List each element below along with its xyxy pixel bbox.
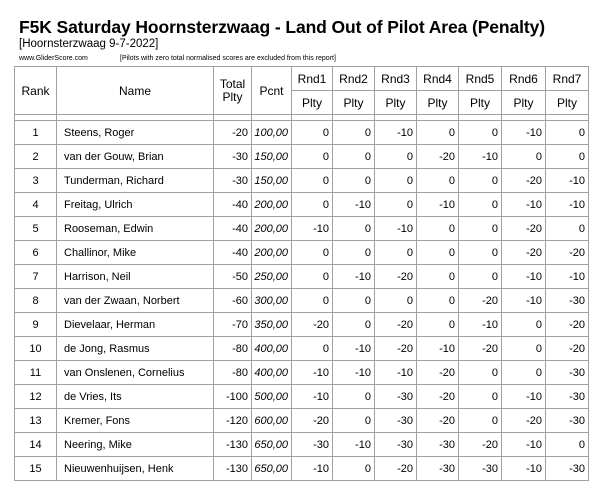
rnd7-penalty-cell: -10 <box>546 169 589 193</box>
rnd2-penalty-cell: -10 <box>333 337 375 361</box>
rank-cell: 15 <box>15 457 57 481</box>
rnd6-penalty-cell: 0 <box>502 145 546 169</box>
rnd2-penalty-cell: -10 <box>333 265 375 289</box>
rnd3-penalty-cell: -20 <box>375 265 417 289</box>
rnd3-penalty-cell: -10 <box>375 361 417 385</box>
table-row <box>15 409 589 433</box>
rnd4-penalty-cell: 0 <box>417 169 459 193</box>
rnd7-penalty-cell: -30 <box>546 457 589 481</box>
rnd5-penalty-cell: 0 <box>459 361 502 385</box>
table-row <box>15 289 589 313</box>
rnd6-penalty-cell: -20 <box>502 217 546 241</box>
percent-cell: 150,00 <box>252 145 292 169</box>
rnd4-penalty-cell: 0 <box>417 313 459 337</box>
name-cell: van der Gouw, Brian <box>57 145 214 169</box>
percent-cell: 600,00 <box>252 409 292 433</box>
rnd2-penalty-cell: 0 <box>333 409 375 433</box>
rnd7-penalty-cell: 0 <box>546 145 589 169</box>
rank-cell: 13 <box>15 409 57 433</box>
rnd7-penalty-cell: 0 <box>546 433 589 457</box>
rnd7-penalty-cell: -30 <box>546 409 589 433</box>
rnd3-penalty-cell: -10 <box>375 217 417 241</box>
rnd5-penalty-cell: 0 <box>459 193 502 217</box>
rnd6-penalty-cell: -10 <box>502 457 546 481</box>
rnd4-penalty-cell: -10 <box>417 337 459 361</box>
total-penalty-cell: -100 <box>214 385 252 409</box>
rnd6-penalty-cell: -10 <box>502 385 546 409</box>
rnd6-penalty-cell: 0 <box>502 313 546 337</box>
table-row <box>15 337 589 361</box>
total-penalty-cell: -50 <box>214 265 252 289</box>
percent-cell: 200,00 <box>252 217 292 241</box>
percent-cell: 650,00 <box>252 457 292 481</box>
rnd2-penalty-cell: 0 <box>333 457 375 481</box>
rnd2-penalty-cell: 0 <box>333 145 375 169</box>
rnd1-penalty-cell: 0 <box>292 337 333 361</box>
rnd2-penalty-cell: -10 <box>333 193 375 217</box>
rank-cell: 4 <box>15 193 57 217</box>
rnd7-penalty-cell: 0 <box>546 121 589 145</box>
rnd5-penalty-cell: -10 <box>459 145 502 169</box>
total-penalty-cell: -80 <box>214 361 252 385</box>
rnd4-penalty-cell: 0 <box>417 289 459 313</box>
rnd3-penalty-cell: -30 <box>375 409 417 433</box>
rnd3-penalty-cell: -10 <box>375 121 417 145</box>
name-cell: de Jong, Rasmus <box>57 337 214 361</box>
rnd1-penalty-cell: 0 <box>292 289 333 313</box>
percent-cell: 100,00 <box>252 121 292 145</box>
rnd3-penalty-cell: 0 <box>375 289 417 313</box>
site-link[interactable]: www.GliderScore.com <box>19 55 88 62</box>
table-row <box>15 361 589 385</box>
rnd3-penalty-cell: -20 <box>375 313 417 337</box>
rnd5-penalty-cell: -30 <box>459 457 502 481</box>
rnd7-penalty-cell: -30 <box>546 289 589 313</box>
percent-cell: 400,00 <box>252 361 292 385</box>
rnd3-penalty-cell: -20 <box>375 337 417 361</box>
name-cell: Harrison, Neil <box>57 265 214 289</box>
rnd4-penalty-cell: -20 <box>417 145 459 169</box>
rnd3-penalty-cell: 0 <box>375 169 417 193</box>
name-cell: Rooseman, Edwin <box>57 217 214 241</box>
name-cell: Kremer, Fons <box>57 409 214 433</box>
rnd5-penalty-cell: -20 <box>459 289 502 313</box>
rnd4-penalty-cell: 0 <box>417 241 459 265</box>
header-pcnt: Pcnt <box>252 67 292 115</box>
rnd5-penalty-cell: -10 <box>459 313 502 337</box>
rnd5-penalty-cell: -20 <box>459 337 502 361</box>
total-penalty-cell: -120 <box>214 409 252 433</box>
total-penalty-cell: -20 <box>214 121 252 145</box>
total-penalty-cell: -40 <box>214 217 252 241</box>
rnd1-penalty-cell: -10 <box>292 385 333 409</box>
rnd5-penalty-cell: 0 <box>459 385 502 409</box>
rnd4-penalty-cell: 0 <box>417 217 459 241</box>
rnd2-penalty-cell: -10 <box>333 361 375 385</box>
rnd1-penalty-cell: -20 <box>292 409 333 433</box>
percent-cell: 500,00 <box>252 385 292 409</box>
rnd1-penalty-cell: -10 <box>292 457 333 481</box>
header-plty-rnd4: Plty <box>417 91 459 115</box>
percent-cell: 250,00 <box>252 265 292 289</box>
name-cell: Neering, Mike <box>57 433 214 457</box>
rank-cell: 2 <box>15 145 57 169</box>
rnd1-penalty-cell: -10 <box>292 361 333 385</box>
rank-cell: 11 <box>15 361 57 385</box>
rnd1-penalty-cell: -30 <box>292 433 333 457</box>
total-penalty-cell: -30 <box>214 169 252 193</box>
rnd6-penalty-cell: 0 <box>502 361 546 385</box>
total-penalty-cell: -130 <box>214 457 252 481</box>
rank-cell: 14 <box>15 433 57 457</box>
header-rnd3: Rnd3 <box>375 67 417 91</box>
rnd1-penalty-cell: 0 <box>292 145 333 169</box>
exclusion-note: [Pilots with zero total normalised scores are excluded from this report] <box>120 55 336 62</box>
header-plty-rnd1: Plty <box>292 91 333 115</box>
name-cell: van Onslenen, Cornelius <box>57 361 214 385</box>
rnd7-penalty-cell: -20 <box>546 241 589 265</box>
header-total: Total Plty <box>214 67 252 115</box>
table-row <box>15 265 589 289</box>
rnd1-penalty-cell: 0 <box>292 169 333 193</box>
percent-cell: 650,00 <box>252 433 292 457</box>
rank-cell: 6 <box>15 241 57 265</box>
rnd1-penalty-cell: 0 <box>292 121 333 145</box>
name-cell: de Vries, Its <box>57 385 214 409</box>
rnd7-penalty-cell: -10 <box>546 193 589 217</box>
rnd2-penalty-cell: 0 <box>333 385 375 409</box>
header-rnd1: Rnd1 <box>292 67 333 91</box>
percent-cell: 200,00 <box>252 193 292 217</box>
rnd1-penalty-cell: 0 <box>292 241 333 265</box>
rnd6-penalty-cell: -10 <box>502 265 546 289</box>
rnd5-penalty-cell: -20 <box>459 433 502 457</box>
rnd6-penalty-cell: -20 <box>502 409 546 433</box>
header-plty-rnd6: Plty <box>502 91 546 115</box>
header-rnd5: Rnd5 <box>459 67 502 91</box>
rnd6-penalty-cell: -10 <box>502 193 546 217</box>
table-row <box>15 145 589 169</box>
rnd6-penalty-cell: -20 <box>502 241 546 265</box>
rnd2-penalty-cell: 0 <box>333 313 375 337</box>
percent-cell: 300,00 <box>252 289 292 313</box>
rnd4-penalty-cell: -10 <box>417 193 459 217</box>
name-cell: Challinor, Mike <box>57 241 214 265</box>
rnd7-penalty-cell: 0 <box>546 217 589 241</box>
rnd3-penalty-cell: 0 <box>375 145 417 169</box>
rnd2-penalty-cell: 0 <box>333 289 375 313</box>
rank-cell: 5 <box>15 217 57 241</box>
rnd2-penalty-cell: 0 <box>333 169 375 193</box>
total-penalty-cell: -60 <box>214 289 252 313</box>
results-body <box>15 121 589 481</box>
name-cell: Nieuwenhuijsen, Henk <box>57 457 214 481</box>
total-penalty-cell: -40 <box>214 193 252 217</box>
rnd3-penalty-cell: 0 <box>375 193 417 217</box>
total-penalty-cell: -40 <box>214 241 252 265</box>
percent-cell: 200,00 <box>252 241 292 265</box>
rnd4-penalty-cell: 0 <box>417 121 459 145</box>
results-table <box>14 66 589 481</box>
report-title: F5K Saturday Hoornsterzwaag - Land Out of Pilot Area (Penalty) <box>19 17 546 37</box>
rnd1-penalty-cell: -10 <box>292 217 333 241</box>
rank-cell: 12 <box>15 385 57 409</box>
percent-cell: 350,00 <box>252 313 292 337</box>
header-plty-rnd5: Plty <box>459 91 502 115</box>
header-rnd7: Rnd7 <box>546 67 589 91</box>
total-penalty-cell: -30 <box>214 145 252 169</box>
rnd2-penalty-cell: 0 <box>333 217 375 241</box>
rnd5-penalty-cell: 0 <box>459 265 502 289</box>
rnd1-penalty-cell: 0 <box>292 265 333 289</box>
rnd7-penalty-cell: -10 <box>546 265 589 289</box>
table-row <box>15 169 589 193</box>
table-row <box>15 385 589 409</box>
name-cell: Tunderman, Richard <box>57 169 214 193</box>
rnd3-penalty-cell: -20 <box>375 457 417 481</box>
table-row <box>15 457 589 481</box>
rnd7-penalty-cell: -30 <box>546 361 589 385</box>
rnd1-penalty-cell: 0 <box>292 193 333 217</box>
header-rnd6: Rnd6 <box>502 67 546 91</box>
rnd6-penalty-cell: -10 <box>502 121 546 145</box>
table-row <box>15 193 589 217</box>
rnd2-penalty-cell: 0 <box>333 241 375 265</box>
rnd1-penalty-cell: -20 <box>292 313 333 337</box>
rank-cell: 1 <box>15 121 57 145</box>
event-subtitle: [Hoornsterzwaag 9-7-2022] <box>19 38 159 50</box>
table-row <box>15 433 589 457</box>
rank-cell: 8 <box>15 289 57 313</box>
rnd7-penalty-cell: -20 <box>546 313 589 337</box>
table-row <box>15 217 589 241</box>
rank-cell: 7 <box>15 265 57 289</box>
rnd7-penalty-cell: -30 <box>546 385 589 409</box>
rnd3-penalty-cell: -30 <box>375 385 417 409</box>
rnd5-penalty-cell: 0 <box>459 169 502 193</box>
rnd6-penalty-cell: -10 <box>502 433 546 457</box>
rnd4-penalty-cell: -30 <box>417 457 459 481</box>
table-row <box>15 121 589 145</box>
header-plty-rnd7: Plty <box>546 91 589 115</box>
rnd3-penalty-cell: -30 <box>375 433 417 457</box>
header-rnd2: Rnd2 <box>333 67 375 91</box>
rnd4-penalty-cell: -20 <box>417 385 459 409</box>
header-rnd4: Rnd4 <box>417 67 459 91</box>
table-row <box>15 241 589 265</box>
total-penalty-cell: -80 <box>214 337 252 361</box>
rnd5-penalty-cell: 0 <box>459 217 502 241</box>
rnd4-penalty-cell: -20 <box>417 409 459 433</box>
header-plty-rnd2: Plty <box>333 91 375 115</box>
header-rank: Rank <box>15 67 57 115</box>
percent-cell: 400,00 <box>252 337 292 361</box>
rnd4-penalty-cell: -30 <box>417 433 459 457</box>
rnd6-penalty-cell: 0 <box>502 337 546 361</box>
percent-cell: 150,00 <box>252 169 292 193</box>
rnd2-penalty-cell: -10 <box>333 433 375 457</box>
name-cell: Freitag, Ulrich <box>57 193 214 217</box>
rank-cell: 9 <box>15 313 57 337</box>
rnd5-penalty-cell: 0 <box>459 409 502 433</box>
rnd6-penalty-cell: -20 <box>502 169 546 193</box>
header-name: Name <box>57 67 214 115</box>
name-cell: Steens, Roger <box>57 121 214 145</box>
total-penalty-cell: -70 <box>214 313 252 337</box>
header-plty-rnd3: Plty <box>375 91 417 115</box>
rnd2-penalty-cell: 0 <box>333 121 375 145</box>
rnd5-penalty-cell: 0 <box>459 121 502 145</box>
name-cell: van der Zwaan, Norbert <box>57 289 214 313</box>
total-penalty-cell: -130 <box>214 433 252 457</box>
rnd5-penalty-cell: 0 <box>459 241 502 265</box>
rnd7-penalty-cell: -20 <box>546 337 589 361</box>
rnd3-penalty-cell: 0 <box>375 241 417 265</box>
rank-cell: 10 <box>15 337 57 361</box>
table-row <box>15 313 589 337</box>
rnd6-penalty-cell: -10 <box>502 289 546 313</box>
name-cell: Dievelaar, Herman <box>57 313 214 337</box>
rank-cell: 3 <box>15 169 57 193</box>
rnd4-penalty-cell: 0 <box>417 265 459 289</box>
rnd4-penalty-cell: -20 <box>417 361 459 385</box>
